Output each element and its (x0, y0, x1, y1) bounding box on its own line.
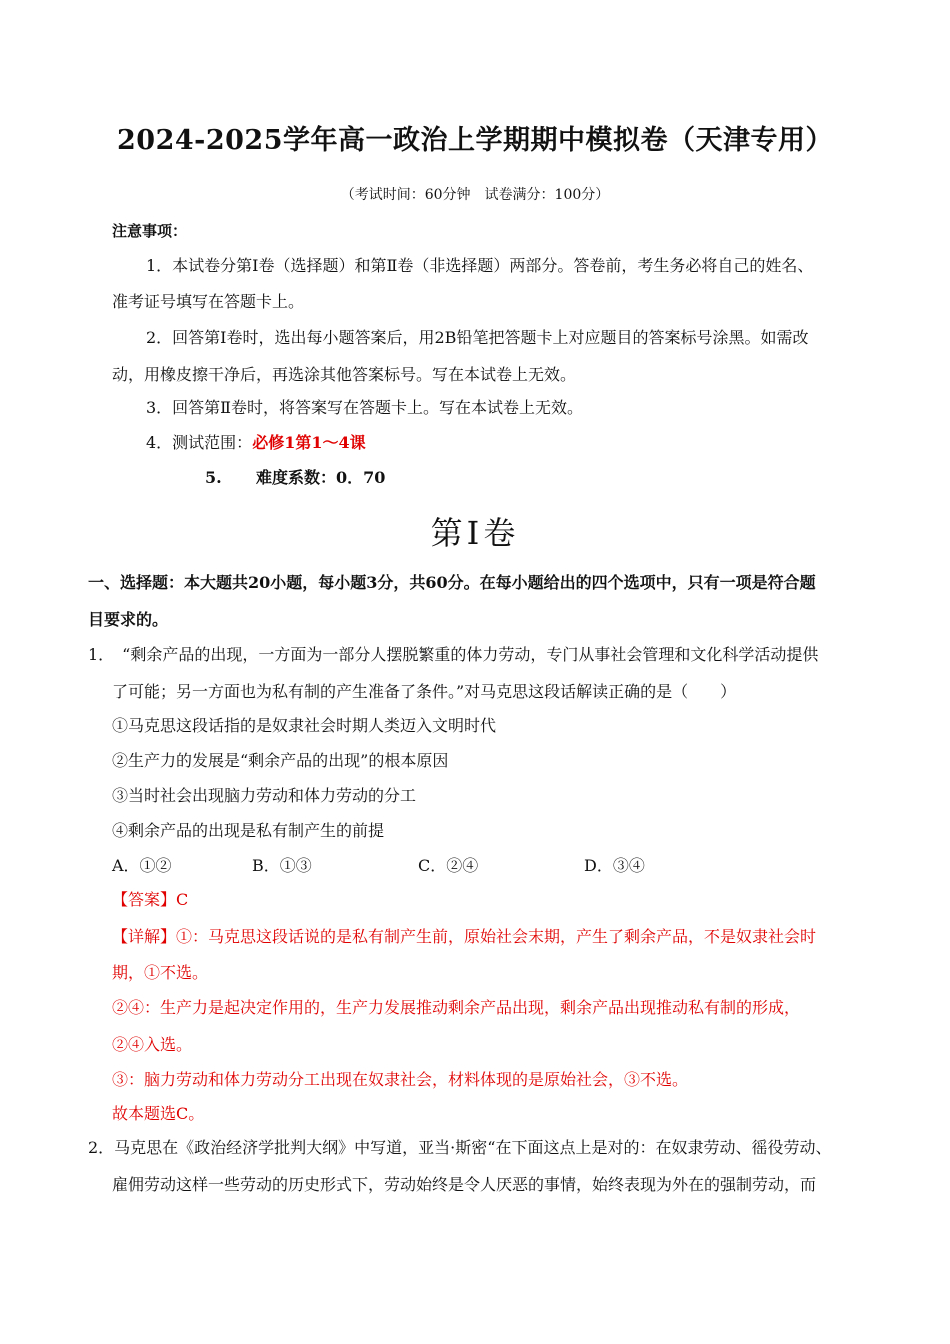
notice-item-4-label: 4．测试范围： (146, 433, 253, 452)
q1-detail-line-3: ②④：生产力是起决定作用的，生产力发展推动剩余产品出现，剩余产品出现推动私有制的形成， (112, 998, 801, 1017)
section-instruction-line-2: 目要求的。 (88, 610, 169, 629)
notice-item-5-text: 难度系数：0．70 (256, 468, 386, 487)
q1-stem-line-2: 了可能；另一方面也为私有制的产生准备了条件。”对马克思这段话解读正确的是（ ） (112, 682, 737, 701)
test-scope: 必修1第1～4课 (252, 433, 366, 452)
notice-item-3: 3．回答第Ⅱ卷时，将答案写在答题卡上。写在本试卷上无效。 (146, 398, 584, 417)
q1-statement-4: ④剩余产品的出现是私有制产生的前提 (112, 821, 385, 840)
q1-option-c: C．②④ (418, 856, 479, 875)
exam-info: （考试时间：60分钟 试卷满分：100分） (340, 187, 610, 203)
page-title: 2024-2025学年高一政治上学期期中模拟卷（天津专用） (117, 125, 833, 156)
q1-detail-line-5: ③：脑力劳动和体力劳动分工出现在奴隶社会，材料体现的是原始社会，③不选。 (112, 1070, 689, 1089)
q1-option-a: A．①② (112, 856, 172, 875)
q1-detail-line-2: 期，①不选。 (112, 963, 209, 982)
notice-item-2-line-2: 动，用橡皮擦干净后，再选涂其他答案标号。写在本试卷上无效。 (112, 365, 577, 384)
q1-option-b: B．①③ (252, 856, 312, 875)
q2-stem-line-1: 2．马克思在《政治经济学批判大纲》中写道，亚当·斯密“在下面这点上是对的：在奴隶劳动、徭役劳动、 (88, 1138, 832, 1157)
q1-conclusion: 故本题选C。 (112, 1104, 205, 1123)
notice-item-2-line-1: 2．回答第Ⅰ卷时，选出每小题答案后，用2B铅笔把答题卡上对应题目的答案标号涂黑。如需改 (146, 328, 809, 347)
q1-detail-line-1: 【详解】①：马克思这段话说的是私有制产生前，原始社会末期，产生了剩余产品，不是奴隶社会时 (112, 927, 817, 946)
notice-heading: 注意事项： (112, 222, 188, 240)
section-instruction-line-1: 一、选择题：本大题共20小题，每小题3分，共60分。在每小题给出的四个选项中，只有一项是符合题 (88, 573, 816, 592)
notice-item-1-line-2: 准考证号填写在答题卡上。 (112, 292, 305, 311)
q1-option-d: D．③④ (584, 856, 645, 875)
q2-stem-line-2: 雇佣劳动这样一些劳动的历史形式下，劳动始终是令人厌恶的事情，始终表现为外在的强制劳动，而 (112, 1175, 817, 1194)
notice-item-4 (146, 433, 366, 453)
q1-detail-line-4: ②④入选。 (112, 1035, 193, 1054)
q1-statement-3: ③当时社会出现脑力劳动和体力劳动的分工 (112, 786, 417, 805)
notice-item-1-line-1: 1．本试卷分第Ⅰ卷（选择题）和第Ⅱ卷（非选择题）两部分。答卷前，考生务必将自己的姓名、 (146, 256, 814, 275)
q1-statement-1: ①马克思这段话指的是奴隶社会时期人类迈入文明时代 (112, 716, 497, 735)
section-title: 第Ⅰ卷 (430, 514, 520, 552)
notice-item-5-number: 5. (205, 468, 222, 487)
q1-statement-2: ②生产力的发展是“剩余产品的出现”的根本原因 (112, 751, 449, 770)
q1-stem-line-1: 1． “剩余产品的出现，一方面为一部分人摆脱繁重的体力劳动，专门从事社会管理和文化科学活动提供 (88, 645, 819, 664)
q1-answer: 【答案】C (112, 890, 189, 909)
